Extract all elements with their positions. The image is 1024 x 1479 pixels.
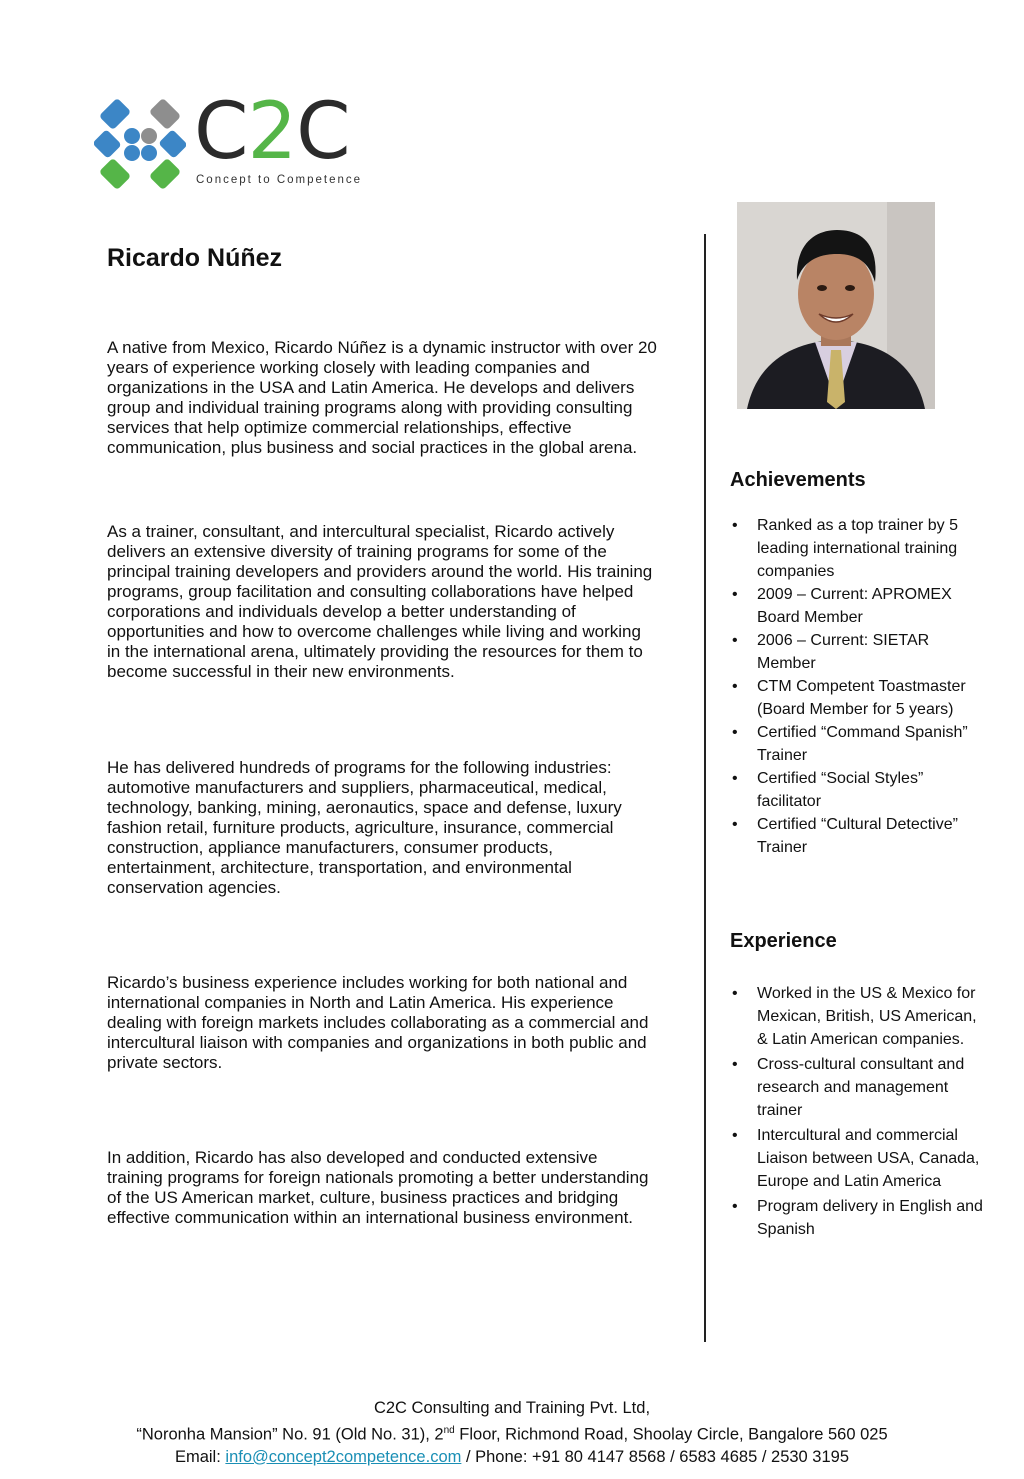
bio-paragraph-5: In addition, Ricardo has also developed and conducted extensive training programs for foreign nationals promoting a better understanding of the US American market, culture, business practices and bridging effective communication within an international business environment.	[107, 1148, 649, 1227]
list-item: • 2009 – Current: APROMEX Board Member	[730, 583, 990, 629]
logo-wordmark: C2C	[194, 87, 350, 177]
bio-paragraph-2: As a trainer, consultant, and intercultural specialist, Ricardo actively delivers an extensive diversity of training programs for some of the principal training developers and providers around the world. His training programs, group facilitation and consulting collaborations have helped corporations and individuals develop a better understanding of opportunities and how to overcome challenges while living and working in the international arena, ultimately providing the resources for them to become successful in their new environments.	[107, 522, 653, 681]
person-name: Ricardo Núñez	[107, 244, 283, 272]
logo-tagline: Concept to Competence	[196, 174, 363, 186]
email-link[interactable]: info@concept2competence.com	[225, 1447, 462, 1466]
bio-paragraph-1: A native from Mexico, Ricardo Núñez is a dynamic instructor with over 20 years of experience working closely with leading companies and organizations in the USA and Latin America. He develops and delivers group and individual training programs along with providing consulting services that help optimize commercial relationships, effective communication, plus business and social practices in the global arena.	[107, 338, 657, 457]
page-footer	[0, 1397, 1024, 1468]
list-item: • CTM Competent Toastmaster (Board Member for 5 years)	[730, 675, 990, 721]
list-item: • Certified “Cultural Detective” Trainer	[730, 813, 990, 859]
bio-paragraph-3: He has delivered hundreds of programs for the following industries: automotive manufacturers and suppliers, pharmaceutical, medical, technology, banking, mining, aeronautics, space and defense, luxury fashion retail, furniture products, agriculture, insurance, commercial construction, appliance manufacturers, consumer products, entertainment, architecture, transportation, and environmental conservation agencies.	[107, 758, 622, 897]
bio-paragraph-4: Ricardo’s business experience includes working for both national and international companies in North and Latin America. His experience dealing with foreign markets includes collaborating as a commercial and intercultural liaison with companies and organizations in both public and private sectors.	[107, 973, 649, 1072]
list-item: • Certified “Social Styles” facilitator	[730, 767, 990, 813]
list-item: • Worked in the US & Mexico for Mexican, British, US American, & Latin American companies.	[730, 982, 990, 1051]
experience-list	[730, 982, 990, 1243]
list-item: • Ranked as a top trainer by 5 leading international training companies	[730, 514, 990, 583]
list-item: • Certified “Command Spanish” Trainer	[730, 721, 990, 767]
achievements-list	[730, 514, 990, 859]
achievements-heading: Achievements	[730, 469, 866, 491]
c2c-logo-mark-icon	[94, 98, 186, 190]
footer-contact: Email: info@concept2competence.com / Phone: +91 80 4147 8568 / 6583 4685 / 2530 3195	[174, 1447, 850, 1466]
portrait-illustration	[737, 202, 935, 409]
footer-address: “Noronha Mansion” No. 91 (Old No. 31), 2nd Floor, Richmond Road, Shoolay Circle, Bangalore 560 025	[136, 1424, 888, 1443]
footer-company: C2C Consulting and Training Pvt. Ltd,	[373, 1399, 651, 1417]
profile-photo	[737, 202, 935, 409]
list-item: • Intercultural and commercial Liaison between USA, Canada, Europe and Latin America	[730, 1124, 990, 1193]
list-item: • Program delivery in English and Spanish	[730, 1195, 990, 1241]
experience-heading: Experience	[730, 930, 837, 952]
column-divider	[704, 234, 706, 1342]
list-item: • Cross-cultural consultant and research and management trainer	[730, 1053, 990, 1122]
company-logo	[94, 87, 374, 193]
list-item: • 2006 – Current: SIETAR Member	[730, 629, 990, 675]
